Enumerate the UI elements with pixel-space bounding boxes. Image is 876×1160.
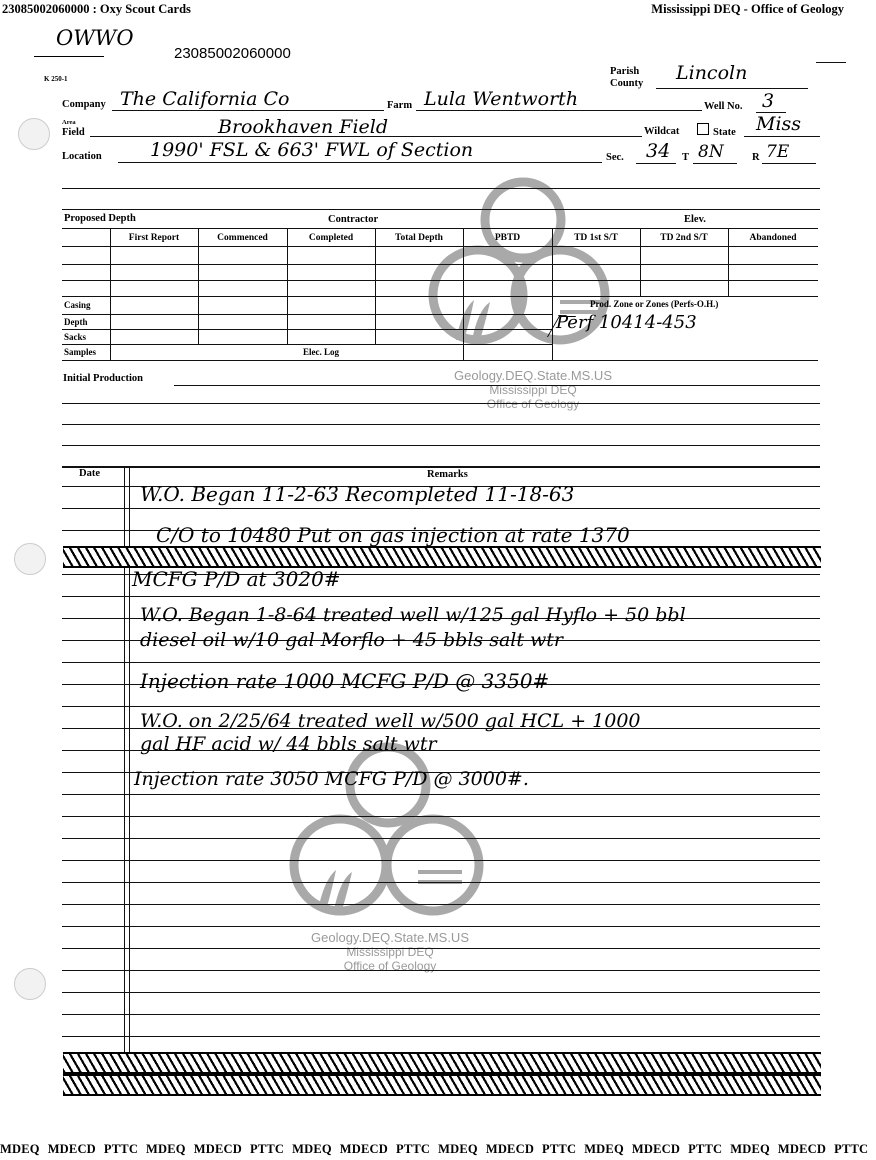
footer-label: PTTC (249, 1142, 285, 1156)
footer-label: MDECD (777, 1142, 827, 1156)
remark-line: Injection rate 3050 MCFG P/D @ 3000#. (134, 768, 529, 790)
punch-hole-top (18, 118, 50, 150)
casing-col-divider (198, 296, 199, 344)
field-value: Brookhaven Field (218, 116, 388, 138)
remarks-rule (62, 508, 820, 509)
grid-rule (62, 228, 818, 229)
footer-label: PTTC (103, 1142, 139, 1156)
footer-label: MDEQ (292, 1142, 332, 1156)
remarks-rule (62, 816, 820, 817)
company-value: The California Co (120, 88, 290, 110)
hatched-band-bottom-2 (63, 1074, 821, 1096)
location-line (118, 162, 602, 163)
farm-label: Farm (387, 100, 413, 111)
footer-label: MDEQ (438, 1142, 478, 1156)
blank-rule (62, 424, 820, 425)
remarks-label: Remarks (427, 469, 468, 480)
samples-label: Samples (64, 347, 97, 357)
watermark-text-top: Geology.DEQ.State.MS.US Mississippi DEQ Office of Geology (454, 368, 612, 411)
corner-mark (816, 62, 846, 63)
remark-line: W.O. on 2/25/64 treated well w/500 gal HCL + 1000 (140, 710, 641, 732)
footer-label: PTTC (834, 1142, 869, 1156)
state-value: Miss (756, 113, 802, 135)
depth-label: Depth (64, 317, 88, 327)
owwo-mark: OWWO (56, 26, 134, 50)
r-label: R (752, 152, 760, 163)
remarks-rule (62, 948, 820, 949)
prod-zone-value: Perf 10414-453 (556, 312, 697, 333)
remarks-rule (62, 882, 820, 883)
header-right: Mississippi DEQ - Office of Geology (651, 2, 844, 16)
casing-rule (62, 329, 552, 330)
footer-label: MDECD (631, 1142, 681, 1156)
col-first-report: First Report (128, 233, 180, 243)
r-line (762, 163, 816, 164)
initial-production-label: Initial Production (63, 373, 144, 384)
punch-hole-bottom (14, 968, 46, 1000)
col-commenced: Commenced (217, 233, 268, 243)
col-pbtd: PBTD (494, 233, 521, 243)
casing-col-divider (463, 296, 464, 360)
col-completed: Completed (308, 233, 354, 243)
punch-hole-middle (14, 543, 46, 575)
well-no-label: Well No. (704, 101, 743, 112)
footer-label: MDECD (47, 1142, 96, 1156)
sacks-label: Sacks (64, 332, 87, 342)
form-number: K 250-1 (44, 75, 68, 83)
sec-line (636, 163, 676, 164)
remarks-rule (62, 838, 820, 839)
remark-line: diesel oil w/10 gal Morflo + 45 bbls salt wtr (140, 629, 564, 651)
remark-line: W.O. Began 11-2-63 Recompleted 11-18-63 (140, 482, 575, 506)
state-label: State (713, 127, 736, 138)
area-label: Area (62, 119, 76, 126)
footer-label: PTTC (396, 1142, 431, 1156)
proposed-depth-label: Proposed Depth (64, 213, 136, 224)
blank-rule (62, 188, 820, 189)
farm-value: Lula Wentworth (424, 88, 579, 110)
api-number: 23085002060000 (174, 45, 291, 62)
remark-line: C/O to 10480 Put on gas injection at rate 1370 (156, 523, 630, 547)
county-label: County (610, 78, 644, 89)
wildcat-label: Wildcat (644, 126, 680, 137)
parish-label: Parish (610, 66, 640, 77)
footer-label: MDECD (193, 1142, 242, 1156)
r-value: 7E (766, 142, 790, 162)
company-label: Company (62, 99, 106, 110)
footer-label: MDECD (485, 1142, 535, 1156)
field-line (90, 136, 642, 137)
remarks-rule (62, 970, 820, 971)
casing-label: Casing (64, 300, 91, 310)
remark-line: Injection rate 1000 MCFG P/D @ 3350# (140, 669, 550, 693)
remarks-rule (62, 1014, 820, 1015)
blank-rule (62, 445, 820, 446)
well-no-value: 3 (762, 90, 775, 112)
remark-line: MCFG P/D at 3020# (132, 567, 341, 591)
footer-label: MDECD (339, 1142, 388, 1156)
prod-zone-label: Prod. Zone or Zones (Perfs-O.H.) (590, 299, 719, 309)
casing-rule (62, 360, 818, 361)
grid-rule (62, 296, 818, 297)
farm-line (416, 110, 702, 111)
location-value: 1990' FSL & 663' FWL of Section (150, 139, 474, 161)
elev-label: Elev. (684, 214, 706, 225)
remarks-rule (62, 860, 820, 861)
grid-rule (62, 246, 818, 247)
wildcat-checkbox[interactable] (697, 123, 709, 135)
col-td-1st: TD 1st S/T (574, 233, 618, 243)
grid-rule (62, 264, 818, 265)
blank-rule (62, 403, 820, 404)
elec-log-label: Elec. Log (303, 347, 339, 357)
remarks-rule (62, 794, 820, 795)
footer-label: PTTC (542, 1142, 577, 1156)
casing-col-divider (110, 296, 111, 360)
t-line (693, 163, 737, 164)
remarks-rule (62, 904, 820, 905)
t-value: 8N (698, 142, 724, 162)
col-total-depth: Total Depth (395, 233, 443, 243)
header-left: 23085002060000 : Oxy Scout Cards (2, 2, 191, 16)
t-label: T (682, 152, 690, 163)
col-abandoned: Abandoned (749, 233, 797, 243)
remark-line: W.O. Began 1-8-64 treated well w/125 gal Hyflo + 50 bbl (140, 604, 686, 626)
company-line (112, 110, 384, 111)
initial-production-line (174, 385, 820, 386)
remarks-rule (62, 926, 820, 927)
remarks-rule (62, 706, 820, 707)
footer-label: PTTC (688, 1142, 723, 1156)
hatched-band-bottom-1 (63, 1052, 821, 1074)
casing-col-divider (375, 296, 376, 344)
remarks-rule (62, 992, 820, 993)
parish-value: Lincoln (676, 62, 748, 84)
sec-value: 34 (646, 140, 671, 162)
footer-label: MDEQ (730, 1142, 770, 1156)
location-label: Location (62, 151, 102, 162)
casing-rule (62, 314, 552, 315)
footer-sponsors (0, 1142, 869, 1157)
watermark-text-bottom: Geology.DEQ.State.MS.US Mississippi DEQ Office of Geology (311, 930, 469, 973)
col-td-2nd: TD 2nd S/T (660, 233, 708, 243)
remarks-rule (62, 662, 820, 663)
remark-line: gal HF acid w/ 44 bbls salt wtr (140, 733, 437, 755)
stamp-rule (34, 56, 104, 57)
sec-label: Sec. (606, 152, 624, 163)
footer-label: MDEQ (584, 1142, 624, 1156)
remarks-rule (62, 1036, 820, 1037)
date-label: Date (79, 468, 100, 479)
footer-label: MDEQ (146, 1142, 186, 1156)
field-label: Field (62, 127, 85, 138)
hatched-band-top (63, 546, 821, 568)
footer-label: MDEQ (0, 1142, 40, 1156)
blank-rule (62, 209, 820, 210)
casing-rule (62, 344, 552, 345)
state-line (744, 136, 820, 137)
casing-col-divider (287, 296, 288, 344)
contractor-label: Contractor (328, 214, 379, 225)
grid-rule (62, 280, 818, 281)
remarks-rule (62, 596, 820, 597)
parish-line (656, 88, 808, 89)
remarks-top-rule (62, 466, 820, 468)
